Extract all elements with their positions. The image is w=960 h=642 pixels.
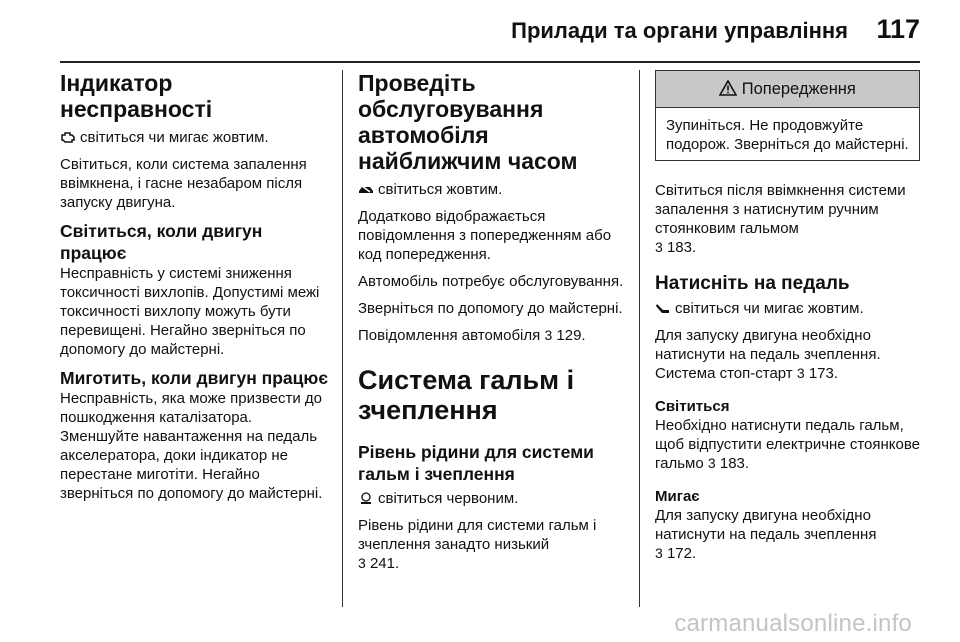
column-divider xyxy=(342,70,343,607)
reference-page[interactable]: 183. xyxy=(719,455,750,472)
reference-symbol: 3 xyxy=(655,545,663,561)
watermark: carmanualsonline.info xyxy=(674,610,912,637)
paragraph-text: Для запуску двигуна необхідно натиснути на педаль зчеплення. Система стоп-старт xyxy=(655,327,881,382)
warning-triangle-icon xyxy=(719,80,742,98)
paragraph: Несправність у системі зниження токсичності вихлопів. Допустимі межі токсичності вихлопу можуть бути перевищені. Негайно зверніться по допомогу до майстерні. xyxy=(60,265,320,358)
indicator-line xyxy=(655,299,920,318)
reference-symbol: 3 xyxy=(544,327,553,343)
warning-text: Зупиніться. Не продовжуйте подорож. Зверніться до майстерні. xyxy=(666,117,909,153)
column-1 xyxy=(60,70,330,511)
reference-page[interactable]: 241. xyxy=(369,555,400,572)
indicator-line xyxy=(358,489,628,508)
paragraph: Автомобіль потребує обслуговування. xyxy=(358,273,624,290)
page-number: 117 xyxy=(876,14,920,44)
paragraph: Несправність, яка може призвести до пошкодження каталізатора. Зменшуйте навантаження на педаль акселератора, доки індикатор не перестане миготіти. Негайно зверніться по допомогу до майстерні. xyxy=(60,390,323,502)
paragraph-text: Повідомлення автомобіля xyxy=(358,327,541,344)
paragraph xyxy=(358,326,628,345)
subheading: Світиться, коли двигун працює xyxy=(60,221,263,263)
indicator-line xyxy=(358,180,628,199)
header-rule xyxy=(60,61,920,63)
indicator-text: світиться чи мигає жовтим. xyxy=(80,129,269,146)
section-title: Проведіть обслуговування автомобіля найближчим часом xyxy=(358,70,578,174)
reference-symbol: 3 xyxy=(358,555,366,571)
paragraph-text: Для запуску двигуна необхідно натиснути на педаль зчеплення xyxy=(655,507,877,543)
brake-fluid-icon xyxy=(358,490,374,502)
warning-title: Попередження xyxy=(741,80,856,98)
paragraph: Зверніться по допомогу до майстерні. xyxy=(358,300,623,317)
column-2 xyxy=(358,70,628,581)
section-title: Натисніть на педаль xyxy=(655,273,850,294)
paragraph xyxy=(655,326,920,383)
pedal-icon xyxy=(655,300,671,312)
paragraph: Світиться, коли система запалення ввімкнена, і гасне незабаром після запуску двигуна. xyxy=(60,156,307,211)
paragraph: Додатково відображається повідомлення з попередженням або код попередження. xyxy=(358,208,612,263)
paragraph xyxy=(655,181,920,257)
subheading: Рівень рідини для системи гальм і зчеплення xyxy=(358,442,594,484)
reference-symbol: 3 xyxy=(796,365,805,381)
subheading: Миготить, коли двигун працює xyxy=(60,368,328,388)
paragraph xyxy=(655,506,920,563)
reference-page[interactable]: 129. xyxy=(556,327,586,344)
paragraph-text: Необхідно натиснути педаль гальм, щоб відпустити електричне стоянкове гальмо xyxy=(655,417,920,472)
indicator-text: світиться жовтим. xyxy=(378,181,503,198)
section-title: Індикатор несправності xyxy=(60,70,213,122)
paragraph xyxy=(655,416,920,473)
subheading: Світиться xyxy=(655,398,730,415)
column-divider xyxy=(639,70,640,607)
paragraph xyxy=(358,516,628,573)
warning-header xyxy=(656,71,919,108)
subheading: Мигає xyxy=(655,488,700,505)
header-title: Прилади та органи управління xyxy=(511,18,848,43)
reference-page[interactable]: 172. xyxy=(666,545,697,562)
reference-symbol: 3 xyxy=(707,455,716,471)
reference-page[interactable]: 173. xyxy=(808,365,839,382)
section-title: Система гальм і зчеплення xyxy=(358,365,575,425)
engine-icon xyxy=(60,129,76,141)
warning-box xyxy=(655,70,920,161)
wrench-car-icon xyxy=(358,181,374,193)
page-header xyxy=(0,0,960,62)
paragraph-text: Світиться після ввімкнення системи запалення з натиснутим ручним стоянковим гальмом xyxy=(655,182,906,237)
reference-page[interactable]: 183. xyxy=(666,239,697,256)
column-3 xyxy=(655,70,920,571)
indicator-text: світиться червоним. xyxy=(378,490,519,507)
reference-symbol: 3 xyxy=(655,239,663,255)
indicator-text: світиться чи мигає жовтим. xyxy=(675,300,864,317)
indicator-line xyxy=(60,128,330,147)
paragraph-text: Рівень рідини для системи гальм і зчеплення занадто низький xyxy=(358,517,597,553)
